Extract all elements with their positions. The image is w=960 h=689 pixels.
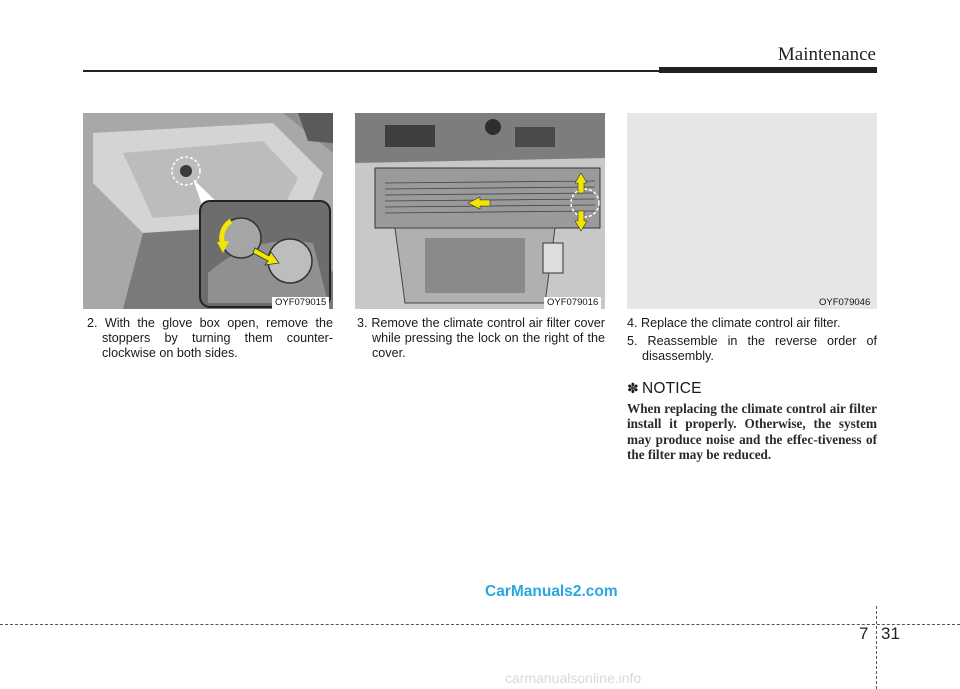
notice-heading-text: NOTICE <box>641 380 702 397</box>
footer-watermark: carmanualsonline.info <box>505 670 642 686</box>
notice-mark-icon: ✽ <box>627 380 639 396</box>
section-title: Maintenance <box>777 44 876 65</box>
figure-filter-cover <box>355 113 605 309</box>
header-rule-thick <box>659 67 877 73</box>
instruction-column-2 <box>357 316 605 361</box>
page-number: 31 <box>881 624 900 643</box>
instruction-column-1 <box>87 316 333 361</box>
figure-code: OYF079015 <box>272 297 329 309</box>
instruction-column-3 <box>627 316 877 364</box>
footer-divider <box>876 606 877 689</box>
notice-heading <box>627 380 702 398</box>
chapter-number: 7 <box>859 624 869 643</box>
step-2: 2. With the glove box open, remove the stoppers by turning them counter-clockwise on both sides. <box>87 316 333 360</box>
footer-rule <box>0 624 960 625</box>
figure-glove-box-stopper <box>83 113 333 309</box>
watermark-link[interactable]: CarManuals2.com <box>485 583 618 600</box>
figure-code: OYF079046 <box>816 297 873 309</box>
step-3: 3. Remove the climate control air filter cover while pressing the lock on the right of the cover. <box>357 316 605 360</box>
figure-code: OYF079016 <box>544 297 601 309</box>
header-rule <box>83 70 661 72</box>
figure-replace-filter <box>627 113 877 309</box>
notice-body: When replacing the climate control air filter install it properly. Otherwise, the system may produce noise and the effec-tiveness of the filter may be reduced. <box>627 401 877 463</box>
step-4: 4. Replace the climate control air filter. <box>627 316 841 330</box>
step-5: 5. Reassemble in the reverse order of disassembly. <box>627 334 877 363</box>
